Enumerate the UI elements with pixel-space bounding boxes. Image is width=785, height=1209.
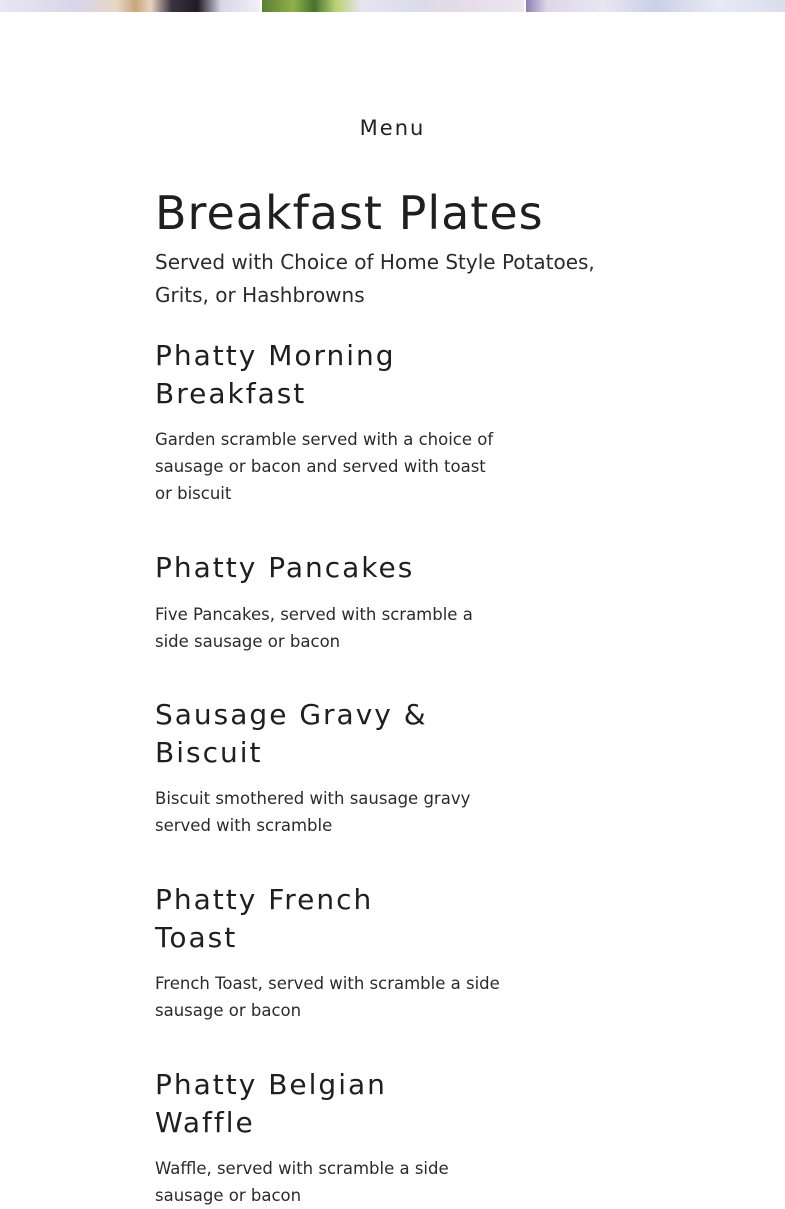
menu-item <box>155 337 500 507</box>
menu-item-name: Phatty Belgian Waffle <box>155 1068 387 1139</box>
section-subtitle: Served with Choice of Home Style Potatoes, Grits, or Hashbrowns <box>155 250 595 307</box>
menu-item-name: Phatty French Toast <box>155 883 374 954</box>
food-photo-berries <box>0 0 260 12</box>
menu-heading: Menu <box>359 116 426 140</box>
menu-item <box>155 696 500 839</box>
menu-item-description: French Toast, served with scramble a side sausage or bacon <box>155 974 500 1020</box>
menu-item-description: Five Pancakes, served with scramble a side sausage or bacon <box>155 604 473 651</box>
food-photo-greens <box>262 0 524 12</box>
food-photo-plate <box>526 0 785 12</box>
menu-item <box>155 1066 500 1209</box>
section-header <box>155 184 625 312</box>
menu-item-name: Phatty Pancakes <box>155 551 415 584</box>
section-title: Breakfast Plates <box>155 186 544 240</box>
menu-item <box>155 549 500 655</box>
menu-item <box>155 881 500 1024</box>
menu-item-name: Phatty Morning Breakfast <box>155 339 396 410</box>
menu-item-name: Sausage Gravy & Biscuit <box>155 698 428 769</box>
menu-item-description: Waffle, served with scramble a side sausage or bacon <box>155 1159 449 1205</box>
header-photo-strip <box>0 0 785 12</box>
menu-item-description: Biscuit smothered with sausage gravy served with scramble <box>155 789 471 835</box>
menu-item-description: Garden scramble served with a choice of sausage or bacon and served with toast or biscuit <box>155 430 494 503</box>
